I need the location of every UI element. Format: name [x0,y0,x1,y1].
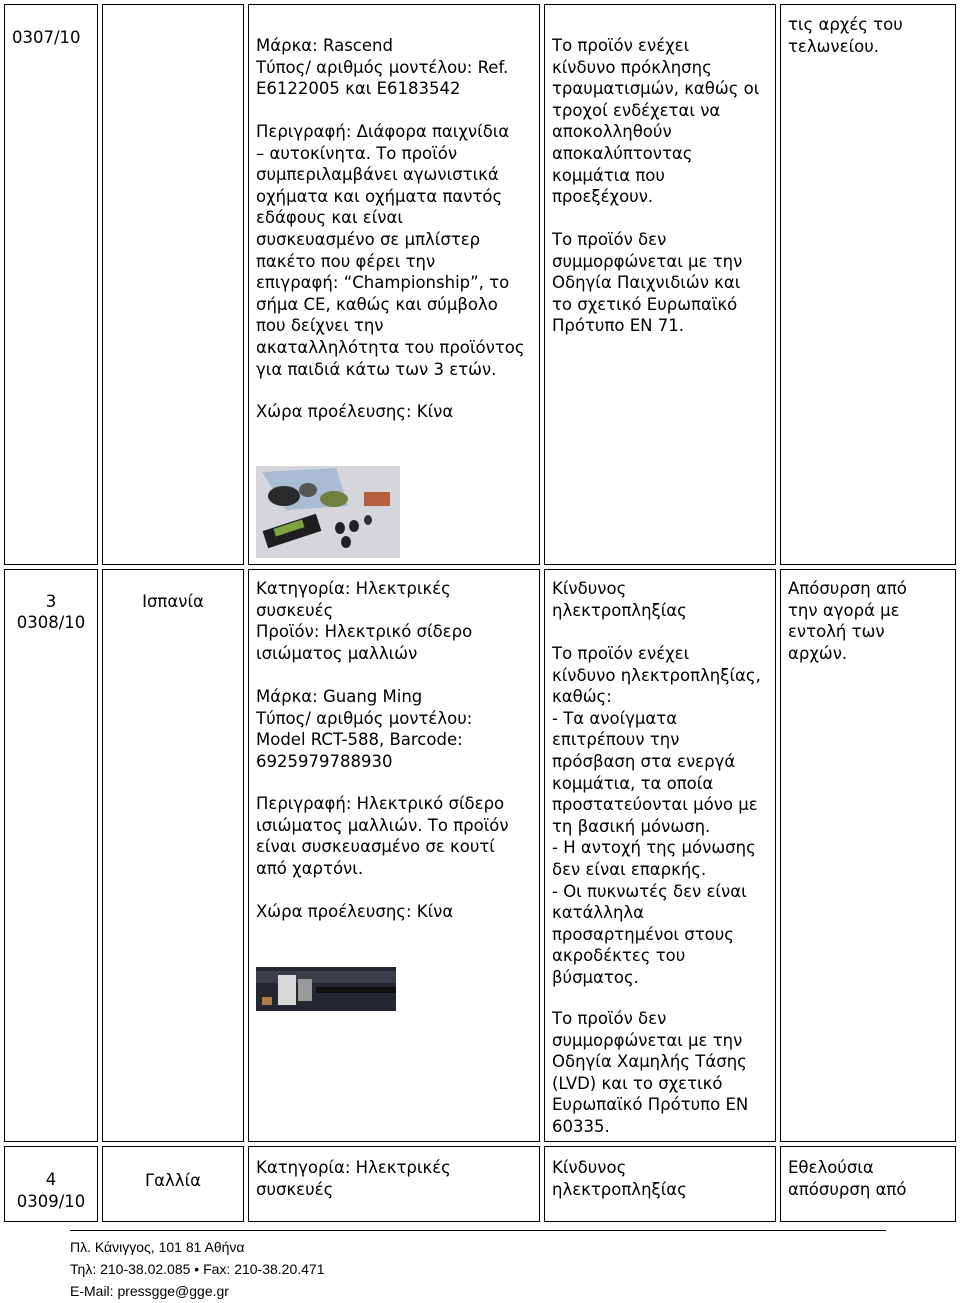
row3-number: 4 [45,1170,57,1189]
row3-code: 0309/10 [16,1192,86,1211]
row3-country: Γαλλία [144,1171,202,1190]
row2-cell-country [102,569,244,1142]
row2-cell-code [4,569,98,1142]
row2-product-photo [256,967,396,1011]
row2-country: Ισπανία [142,592,204,611]
footer-address: Πλ. Κάνιγγος, 101 81 Αθήνα [70,1239,245,1255]
row2-product-brand: Μάρκα: Guang Ming Τύπος/ αριθμός μοντέλου: Model RCT-588, Barcode: 6925979788930 [256,687,473,771]
row3-risk: Κίνδυνος ηλεκτροπληξίας [552,1158,687,1199]
row1-product-description: Περιγραφή: Διάφορα παιχνίδια – αυτοκίνητα. Το προϊόν συμπεριλαμβάνει αγωνιστικά οχήματα και οχήματα παντός εδάφους και είναι συσκευασμένο σε μπλίστερ πακέτο που φέρει την επιγραφή: “Championship”, το σήμα CE, καθώς και σύμβολο που δείχνει την ακαταλληλότητα του προϊόντος για παιδιά κάτω των 3 ετών. [256,122,525,379]
row1-product-photo [256,466,400,558]
row1-cell-measures [780,4,956,565]
row1-origin: Χώρα προέλευσης: Κίνα [256,402,454,421]
row2-measures: Απόσυρση από την αγορά με εντολή των αρχών. [788,579,907,663]
row2-code: 0308/10 [16,613,86,632]
row1-risk: Το προϊόν ενέχει κίνδυνο πρόκλησης τραυματισμών, καθώς οι τροχοί ενδέχεται να αποκολληθούν αποκαλύπτοντας κομμάτια που προεξέχουν. [552,36,760,207]
footer-email: E-Mail: pressgge@gge.gr [70,1283,229,1299]
row2-product-category: Κατηγορία: Ηλεκτρικές συσκευές Προϊόν: Ηλεκτρικό σίδερο ισιώματος μαλλιών [256,579,473,663]
row2-compliance: Το προϊόν δεν συμμορφώνεται με την Οδηγία Χαμηλής Τάσης (LVD) και το σχετικό Ευρωπαϊκό Πρότυπο EN 60335. [552,1009,749,1136]
row1-code: 0307/10 [12,28,81,47]
footer-divider [70,1230,886,1231]
row2-number: 3 [45,592,57,611]
row2-risk-title: Κίνδυνος ηλεκτροπληξίας [552,579,687,620]
row3-measures: Εθελούσια απόσυρση από [788,1158,907,1199]
row3-product-category: Κατηγορία: Ηλεκτρικές συσκευές [256,1158,451,1199]
row2-origin: Χώρα προέλευσης: Κίνα [256,902,454,921]
row1-cell-country [102,4,244,565]
row2-product-description: Περιγραφή: Ηλεκτρικό σίδερο ισιώματος μαλλιών. Το προϊόν είναι συσκευασμένο σε κουτί από χαρτόνι. [256,794,509,878]
footer-phone: Τηλ: 210-38.02.085 • Fax: 210-38.20.471 [70,1261,325,1277]
row1-compliance: Το προϊόν δεν συμμορφώνεται με την Οδηγία Παιχνιδιών και το σχετικό Ευρωπαϊκό Πρότυπο EN 71. [552,230,743,336]
row1-measures: τις αρχές του τελωνείου. [788,15,903,56]
row1-product-brand: Μάρκα: Rascend Τύπος/ αριθμός μοντέλου: Ref. E6122005 και E6183542 [256,36,509,99]
row2-risk-detail: Το προϊόν ενέχει κίνδυνο ηλεκτροπληξίας, καθώς: - Τα ανοίγματα επιτρέπουν την πρόσβαση στα ενεργά κομμάτια, τα οποία προστατεύονται μόνο με τη βασική μόνωση. - Η αντοχή της μόνωσης δεν είναι επαρκής. - Οι πυκνωτές δεν είναι κατάλληλα προσαρτημένοι στους ακροδέκτες του βύσματος. [552,644,761,987]
row1-cell-code [4,4,98,565]
